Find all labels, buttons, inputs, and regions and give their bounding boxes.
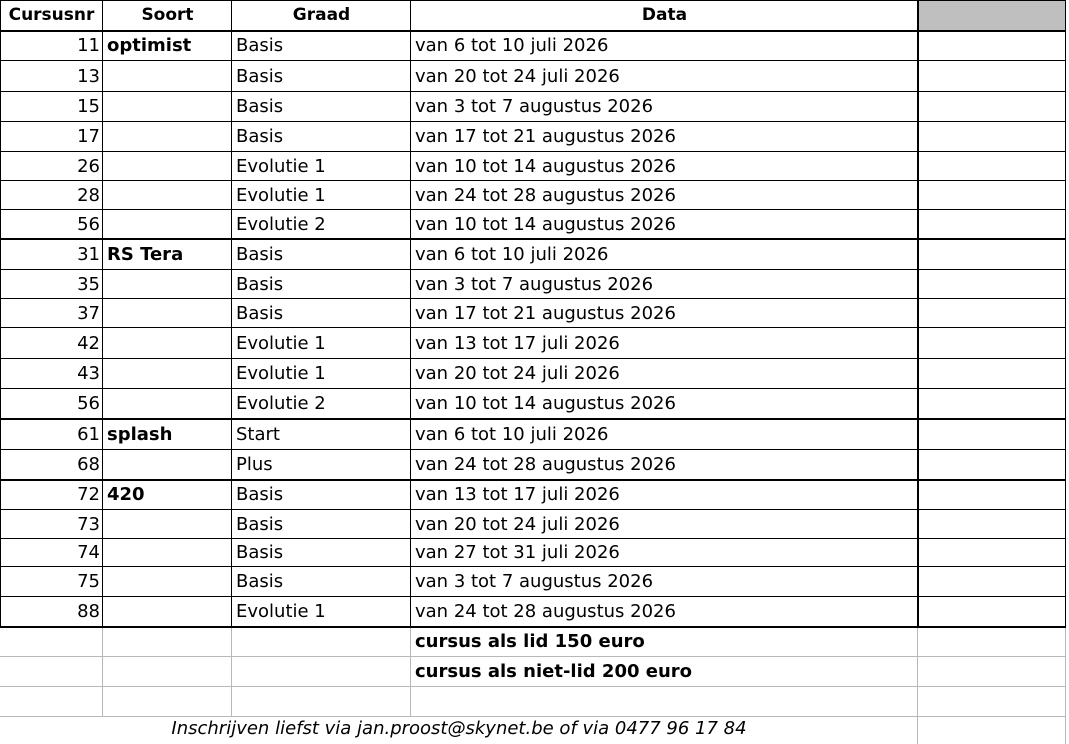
column-header-data[interactable]: Data — [641, 5, 688, 25]
price-note-2[interactable]: cursus als niet-lid 200 euro — [415, 661, 693, 682]
data-cell[interactable]: van 10 tot 14 augustus 2026 — [415, 155, 676, 177]
graad-cell[interactable]: Basis — [236, 65, 284, 87]
empty-cell[interactable] — [918, 92, 1066, 122]
grid-hline — [0, 566, 1066, 567]
graad-cell[interactable]: Basis — [236, 571, 284, 592]
empty-cell[interactable] — [918, 480, 1066, 510]
empty-cell[interactable] — [918, 389, 1066, 419]
cursusnr-cell[interactable]: 13 — [77, 65, 100, 87]
data-cell[interactable]: van 10 tot 14 augustus 2026 — [415, 213, 676, 235]
grid-hline — [0, 209, 1066, 210]
data-cell[interactable]: van 20 tot 24 juli 2026 — [415, 513, 620, 535]
data-cell[interactable]: van 20 tot 24 juli 2026 — [415, 65, 620, 87]
empty-cell[interactable] — [918, 328, 1066, 359]
price-note-1[interactable]: cursus als lid 150 euro — [415, 631, 645, 652]
soort-cell[interactable]: 420 — [107, 484, 145, 505]
graad-cell[interactable]: Basis — [236, 35, 284, 56]
grid-hline — [0, 91, 1066, 92]
soort-cell[interactable]: RS Tera — [107, 243, 184, 265]
graad-cell[interactable]: Basis — [236, 243, 284, 265]
empty-cell[interactable] — [918, 510, 1066, 539]
cursusnr-cell[interactable]: 17 — [77, 126, 100, 147]
empty-cell[interactable] — [918, 299, 1066, 328]
grid-vline — [410, 627, 411, 716]
grid-vline — [231, 0, 232, 627]
empty-cell[interactable] — [918, 567, 1066, 597]
grid-vline — [102, 0, 103, 627]
graad-cell[interactable]: Basis — [236, 96, 284, 117]
data-cell[interactable]: van 24 tot 28 augustus 2026 — [415, 601, 676, 622]
cursusnr-cell[interactable]: 11 — [77, 35, 100, 56]
empty-cell[interactable] — [918, 359, 1066, 389]
soort-cell[interactable] — [103, 567, 232, 597]
grid-hline — [0, 626, 1066, 628]
grid-hline — [0, 358, 1066, 359]
grid-hline — [0, 0, 1066, 1]
graad-cell[interactable]: Basis — [236, 273, 284, 295]
graad-cell[interactable]: Start — [236, 423, 280, 445]
graad-cell[interactable]: Evolutie 1 — [236, 601, 326, 622]
grid-hline — [0, 121, 1066, 122]
empty-cell[interactable] — [918, 31, 1066, 61]
grid-hline — [0, 151, 1066, 152]
cursusnr-cell[interactable]: 56 — [77, 393, 100, 414]
cursusnr-cell[interactable]: 73 — [77, 513, 100, 535]
soort-cell[interactable] — [103, 270, 232, 299]
soort-cell[interactable] — [103, 210, 232, 239]
grid-hline — [0, 509, 1066, 510]
empty-cell[interactable] — [918, 539, 1066, 567]
soort-cell[interactable] — [103, 152, 232, 181]
column-header-graad[interactable]: Graad — [292, 5, 351, 25]
grid-hline — [0, 238, 1066, 240]
empty-cell[interactable] — [918, 152, 1066, 181]
cursusnr-cell[interactable]: 72 — [77, 484, 100, 505]
empty-cell[interactable] — [918, 450, 1066, 480]
data-cell[interactable]: van 3 tot 7 augustus 2026 — [415, 96, 654, 117]
empty-cell[interactable] — [918, 61, 1066, 92]
data-cell[interactable]: van 20 tot 24 juli 2026 — [415, 363, 620, 384]
grid-hline — [0, 418, 1066, 420]
empty-cell[interactable] — [918, 597, 1066, 627]
graad-cell[interactable]: Basis — [236, 126, 284, 147]
graad-cell[interactable]: Evolutie 1 — [236, 363, 326, 384]
grid-hline-light — [0, 656, 1066, 657]
grid-vline — [102, 627, 103, 716]
cursusnr-cell[interactable]: 15 — [77, 96, 100, 117]
data-cell[interactable]: van 6 tot 10 juli 2026 — [415, 423, 609, 445]
soort-cell[interactable] — [103, 299, 232, 328]
grid-vline — [231, 627, 232, 716]
soort-cell[interactable] — [103, 539, 232, 567]
data-cell[interactable]: van 17 tot 21 augustus 2026 — [415, 302, 676, 324]
graad-cell[interactable]: Basis — [236, 513, 284, 535]
cursusnr-cell[interactable]: 37 — [77, 302, 100, 324]
grid-vline — [410, 0, 411, 627]
data-cell[interactable]: van 24 tot 28 augustus 2026 — [415, 184, 676, 206]
grid-hline — [0, 449, 1066, 450]
empty-cell[interactable] — [918, 181, 1066, 210]
grid-hline — [0, 30, 1066, 32]
data-cell[interactable]: van 24 tot 28 augustus 2026 — [415, 454, 676, 475]
soort-cell[interactable] — [103, 450, 232, 480]
soort-cell[interactable] — [103, 328, 232, 359]
grid-hline — [0, 538, 1066, 539]
grid-vline — [917, 0, 919, 627]
data-cell[interactable]: van 27 tot 31 juli 2026 — [415, 542, 620, 563]
grid-hline — [0, 269, 1066, 270]
soort-cell[interactable] — [103, 122, 232, 152]
graad-cell[interactable]: Evolutie 2 — [236, 393, 326, 414]
soort-cell[interactable] — [103, 92, 232, 122]
soort-cell[interactable] — [103, 181, 232, 210]
column-header-soort[interactable]: Soort — [141, 5, 194, 25]
empty-cell[interactable] — [918, 270, 1066, 299]
empty-cell[interactable] — [918, 122, 1066, 152]
data-cell[interactable]: van 3 tot 7 augustus 2026 — [415, 571, 654, 592]
soort-cell[interactable] — [103, 597, 232, 627]
soort-cell[interactable]: splash — [107, 423, 173, 445]
grid-hline — [0, 479, 1066, 481]
grid-hline — [0, 60, 1066, 61]
graad-cell[interactable]: Evolutie 1 — [236, 184, 326, 206]
cursusnr-cell[interactable]: 31 — [77, 243, 100, 265]
graad-cell[interactable]: Plus — [236, 454, 273, 475]
graad-cell[interactable]: Evolutie 1 — [236, 332, 326, 354]
empty-cell[interactable] — [918, 210, 1066, 239]
cursusnr-cell[interactable]: 43 — [77, 363, 100, 384]
soort-cell[interactable] — [103, 510, 232, 539]
soort-cell[interactable] — [103, 61, 232, 92]
graad-cell[interactable]: Basis — [236, 484, 284, 505]
empty-cell[interactable] — [918, 239, 1066, 270]
graad-cell[interactable]: Evolutie 2 — [236, 213, 326, 235]
soort-cell[interactable]: optimist — [107, 35, 192, 56]
soort-cell[interactable] — [103, 359, 232, 389]
data-cell[interactable]: van 6 tot 10 juli 2026 — [415, 243, 609, 265]
header-blank-cell[interactable] — [918, 0, 1066, 31]
grid-hline-light — [0, 686, 1066, 687]
grid-vline — [0, 0, 1, 627]
data-cell[interactable]: van 13 tot 17 juli 2026 — [415, 484, 620, 505]
column-header-cursusnr[interactable]: Cursusnr — [8, 5, 95, 25]
grid-hline — [0, 388, 1066, 389]
graad-cell[interactable]: Evolutie 1 — [236, 155, 326, 177]
cursusnr-cell[interactable]: 35 — [77, 273, 100, 295]
grid-hline — [0, 298, 1066, 299]
data-cell[interactable]: van 3 tot 7 augustus 2026 — [415, 273, 654, 295]
grid-hline — [0, 180, 1066, 181]
grid-vline — [1065, 0, 1066, 627]
cursusnr-cell[interactable]: 75 — [77, 571, 100, 592]
grid-hline-light — [0, 716, 1066, 717]
soort-cell[interactable] — [103, 389, 232, 419]
data-cell[interactable]: van 17 tot 21 augustus 2026 — [415, 126, 676, 147]
graad-cell[interactable]: Basis — [236, 542, 284, 563]
data-cell[interactable]: van 13 tot 17 juli 2026 — [415, 332, 620, 354]
cursusnr-cell[interactable]: 28 — [77, 184, 100, 206]
grid-hline — [0, 327, 1066, 328]
cursusnr-cell[interactable]: 26 — [77, 155, 100, 177]
empty-cell[interactable] — [918, 419, 1066, 450]
cursusnr-cell[interactable]: 74 — [77, 542, 100, 563]
footer-contact-note: Inschrijven liefst via jan.proost@skynet.be of via 0477 96 17 84 — [171, 718, 747, 739]
cursusnr-cell[interactable]: 88 — [77, 601, 100, 622]
cursusnr-cell[interactable]: 61 — [77, 423, 100, 445]
cursusnr-cell[interactable]: 68 — [77, 454, 100, 475]
cursusnr-cell[interactable]: 42 — [77, 332, 100, 354]
grid-hline — [0, 596, 1066, 597]
cursusnr-cell[interactable]: 56 — [77, 213, 100, 235]
data-cell[interactable]: van 6 tot 10 juli 2026 — [415, 35, 609, 56]
data-cell[interactable]: van 10 tot 14 augustus 2026 — [415, 393, 676, 414]
graad-cell[interactable]: Basis — [236, 302, 284, 324]
